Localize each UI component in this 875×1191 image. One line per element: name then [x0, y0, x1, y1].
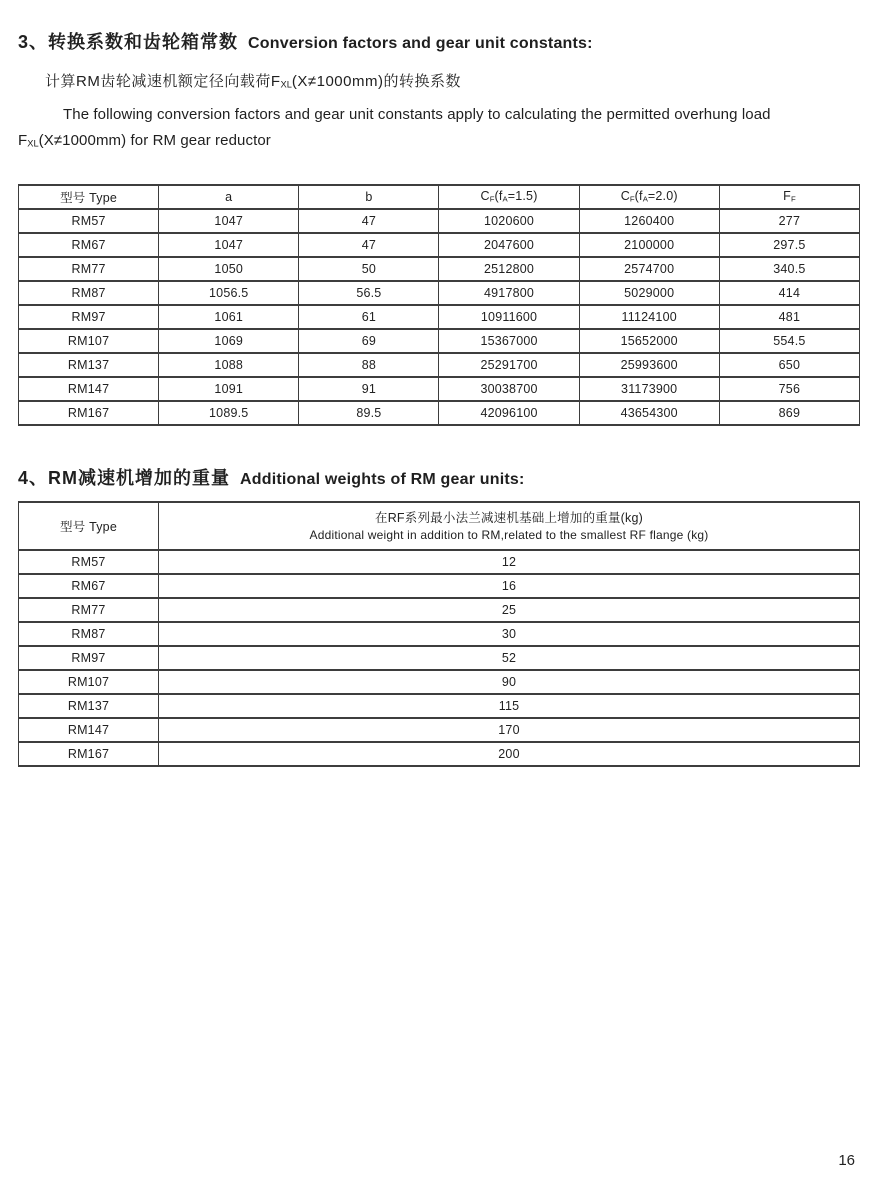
cell-b: 89.5: [299, 401, 439, 425]
cell-cf20: 11124100: [579, 305, 719, 329]
cell-ff: 481: [719, 305, 859, 329]
table-row: [19, 742, 860, 766]
table-row: [19, 233, 860, 257]
cell-type: RM147: [19, 718, 159, 742]
table-row: [19, 377, 860, 401]
table-row: [19, 550, 860, 574]
cell-cf15: 4917800: [439, 281, 579, 305]
weights-table-body: [19, 550, 860, 766]
conversion-factors-table: [18, 184, 860, 426]
table-row: [19, 401, 860, 425]
cell-b: 47: [299, 209, 439, 233]
cf20-base: C: [620, 189, 630, 204]
table-row: [19, 694, 860, 718]
section4-heading: [18, 426, 860, 491]
cell-type: RM107: [19, 329, 159, 353]
cell-type: RM67: [19, 574, 159, 598]
cell-weight: 30: [159, 622, 860, 646]
table-row: [19, 209, 860, 233]
table-row: [19, 670, 860, 694]
cell-cf15: 2047600: [439, 233, 579, 257]
cell-a: 1050: [159, 257, 299, 281]
cell-ff: 756: [719, 377, 859, 401]
cell-a: 1061: [159, 305, 299, 329]
table-row: [19, 281, 860, 305]
cell-a: 1047: [159, 233, 299, 257]
cell-b: 88: [299, 353, 439, 377]
cell-cf20: 31173900: [579, 377, 719, 401]
cell-type: RM77: [19, 257, 159, 281]
cell-b: 50: [299, 257, 439, 281]
cell-type: RM87: [19, 622, 159, 646]
cell-type: RM87: [19, 281, 159, 305]
cell-weight: 16: [159, 574, 860, 598]
cell-type: RM67: [19, 233, 159, 257]
cf15-end: =1.5): [507, 189, 538, 204]
cell-a: 1069: [159, 329, 299, 353]
table-row: [19, 574, 860, 598]
table-row: [19, 257, 860, 281]
cell-cf20: 5029000: [579, 281, 719, 305]
table-row: [19, 598, 860, 622]
cell-cf20: 1260400: [579, 209, 719, 233]
section3-heading-zh: 3、转换系数和齿轮箱常数: [18, 32, 239, 52]
paragraph-text-pre: The following conversion factors and gear unit constants apply to calculating the permitted overhung load F: [18, 106, 771, 149]
table-row: [19, 329, 860, 353]
cell-b: 91: [299, 377, 439, 401]
section4-heading-en: Additional weights of RM gear units:: [240, 470, 525, 488]
table-row: [19, 718, 860, 742]
conversion-table-header-row: [19, 185, 860, 209]
paragraph-text-post: (X≠1000mm) for RM gear reductor: [38, 132, 271, 149]
cf20-sub-a: A: [642, 194, 648, 204]
cell-a: 1047: [159, 209, 299, 233]
section4-heading-zh: 4、RM减速机增加的重量: [18, 467, 231, 488]
cell-a: 1088: [159, 353, 299, 377]
weight-header-zh: 在RF系列最小法兰减速机基础上增加的重量(kg): [375, 511, 643, 526]
cell-ff: 414: [719, 281, 859, 305]
cell-a: 1089.5: [159, 401, 299, 425]
cell-weight: 115: [159, 694, 860, 718]
additional-weights-table: [18, 501, 860, 767]
col-header-weight: [159, 502, 860, 550]
cell-cf15: 10911600: [439, 305, 579, 329]
weights-table-header-row: [19, 502, 860, 550]
cell-weight: 170: [159, 718, 860, 742]
cf15-sub-f: F: [489, 194, 495, 204]
cell-type: RM147: [19, 377, 159, 401]
table-row: [19, 646, 860, 670]
cf15-base: C: [480, 189, 490, 204]
cell-cf20: 2574700: [579, 257, 719, 281]
ff-sub: F: [790, 194, 796, 204]
cell-cf15: 25291700: [439, 353, 579, 377]
cell-a: 1091: [159, 377, 299, 401]
cell-type: RM167: [19, 742, 159, 766]
subtitle-text-pre: 计算RM齿轮减速机额定径向载荷F: [45, 73, 281, 90]
section3-heading-en: Conversion factors and gear unit constants:: [248, 35, 593, 52]
cell-weight: 25: [159, 598, 860, 622]
cell-cf15: 42096100: [439, 401, 579, 425]
cell-ff: 554.5: [719, 329, 859, 353]
cell-cf20: 25993600: [579, 353, 719, 377]
cell-ff: 869: [719, 401, 859, 425]
cell-cf20: 2100000: [579, 233, 719, 257]
cell-b: 56.5: [299, 281, 439, 305]
col-header-type: 型号 Type: [19, 502, 159, 550]
col-header-cf20: [579, 185, 719, 209]
section3-paragraph-en: [18, 102, 860, 157]
cell-cf15: 1020600: [439, 209, 579, 233]
cell-ff: 340.5: [719, 257, 859, 281]
cell-type: RM97: [19, 305, 159, 329]
cell-cf15: 2512800: [439, 257, 579, 281]
page-number: 16: [838, 1152, 855, 1169]
ff-base: F: [783, 189, 791, 204]
cell-type: RM57: [19, 550, 159, 574]
cell-a: 1056.5: [159, 281, 299, 305]
cell-weight: 90: [159, 670, 860, 694]
cell-type: RM57: [19, 209, 159, 233]
col-header-type: 型号 Type: [19, 185, 159, 209]
col-header-cf15: [439, 185, 579, 209]
cell-ff: 297.5: [719, 233, 859, 257]
col-header-ff: [719, 185, 859, 209]
cell-weight: 52: [159, 646, 860, 670]
cell-b: 47: [299, 233, 439, 257]
col-header-b: b: [299, 185, 439, 209]
cf20-end: =2.0): [647, 189, 678, 204]
weight-header-en: Additional weight in addition to RM,related to the smallest RF flange (kg): [309, 528, 709, 543]
cell-cf20: 15652000: [579, 329, 719, 353]
cell-cf20: 43654300: [579, 401, 719, 425]
cell-b: 69: [299, 329, 439, 353]
cf15-sub-a: A: [502, 194, 508, 204]
col-header-a: a: [159, 185, 299, 209]
subtitle-text-post: (X≠1000mm)的转换系数: [291, 73, 461, 90]
cell-cf15: 30038700: [439, 377, 579, 401]
cell-type: RM107: [19, 670, 159, 694]
cf15-mid: (f: [494, 189, 503, 204]
table-row: [19, 622, 860, 646]
cell-cf15: 15367000: [439, 329, 579, 353]
cell-ff: 650: [719, 353, 859, 377]
conversion-table-body: [19, 209, 860, 425]
cell-type: RM77: [19, 598, 159, 622]
section3-heading: [18, 0, 860, 55]
cf20-sub-f: F: [629, 194, 635, 204]
cell-weight: 12: [159, 550, 860, 574]
section3-subtitle-zh: [18, 70, 860, 91]
cf20-mid: (f: [634, 189, 643, 204]
cell-weight: 200: [159, 742, 860, 766]
cell-ff: 277: [719, 209, 859, 233]
table-row: [19, 353, 860, 377]
cell-type: RM97: [19, 646, 159, 670]
table-row: [19, 305, 860, 329]
cell-type: RM167: [19, 401, 159, 425]
cell-type: RM137: [19, 694, 159, 718]
subtitle-subscript: XL: [280, 79, 292, 90]
cell-type: RM137: [19, 353, 159, 377]
paragraph-subscript: XL: [27, 138, 39, 149]
cell-b: 61: [299, 305, 439, 329]
